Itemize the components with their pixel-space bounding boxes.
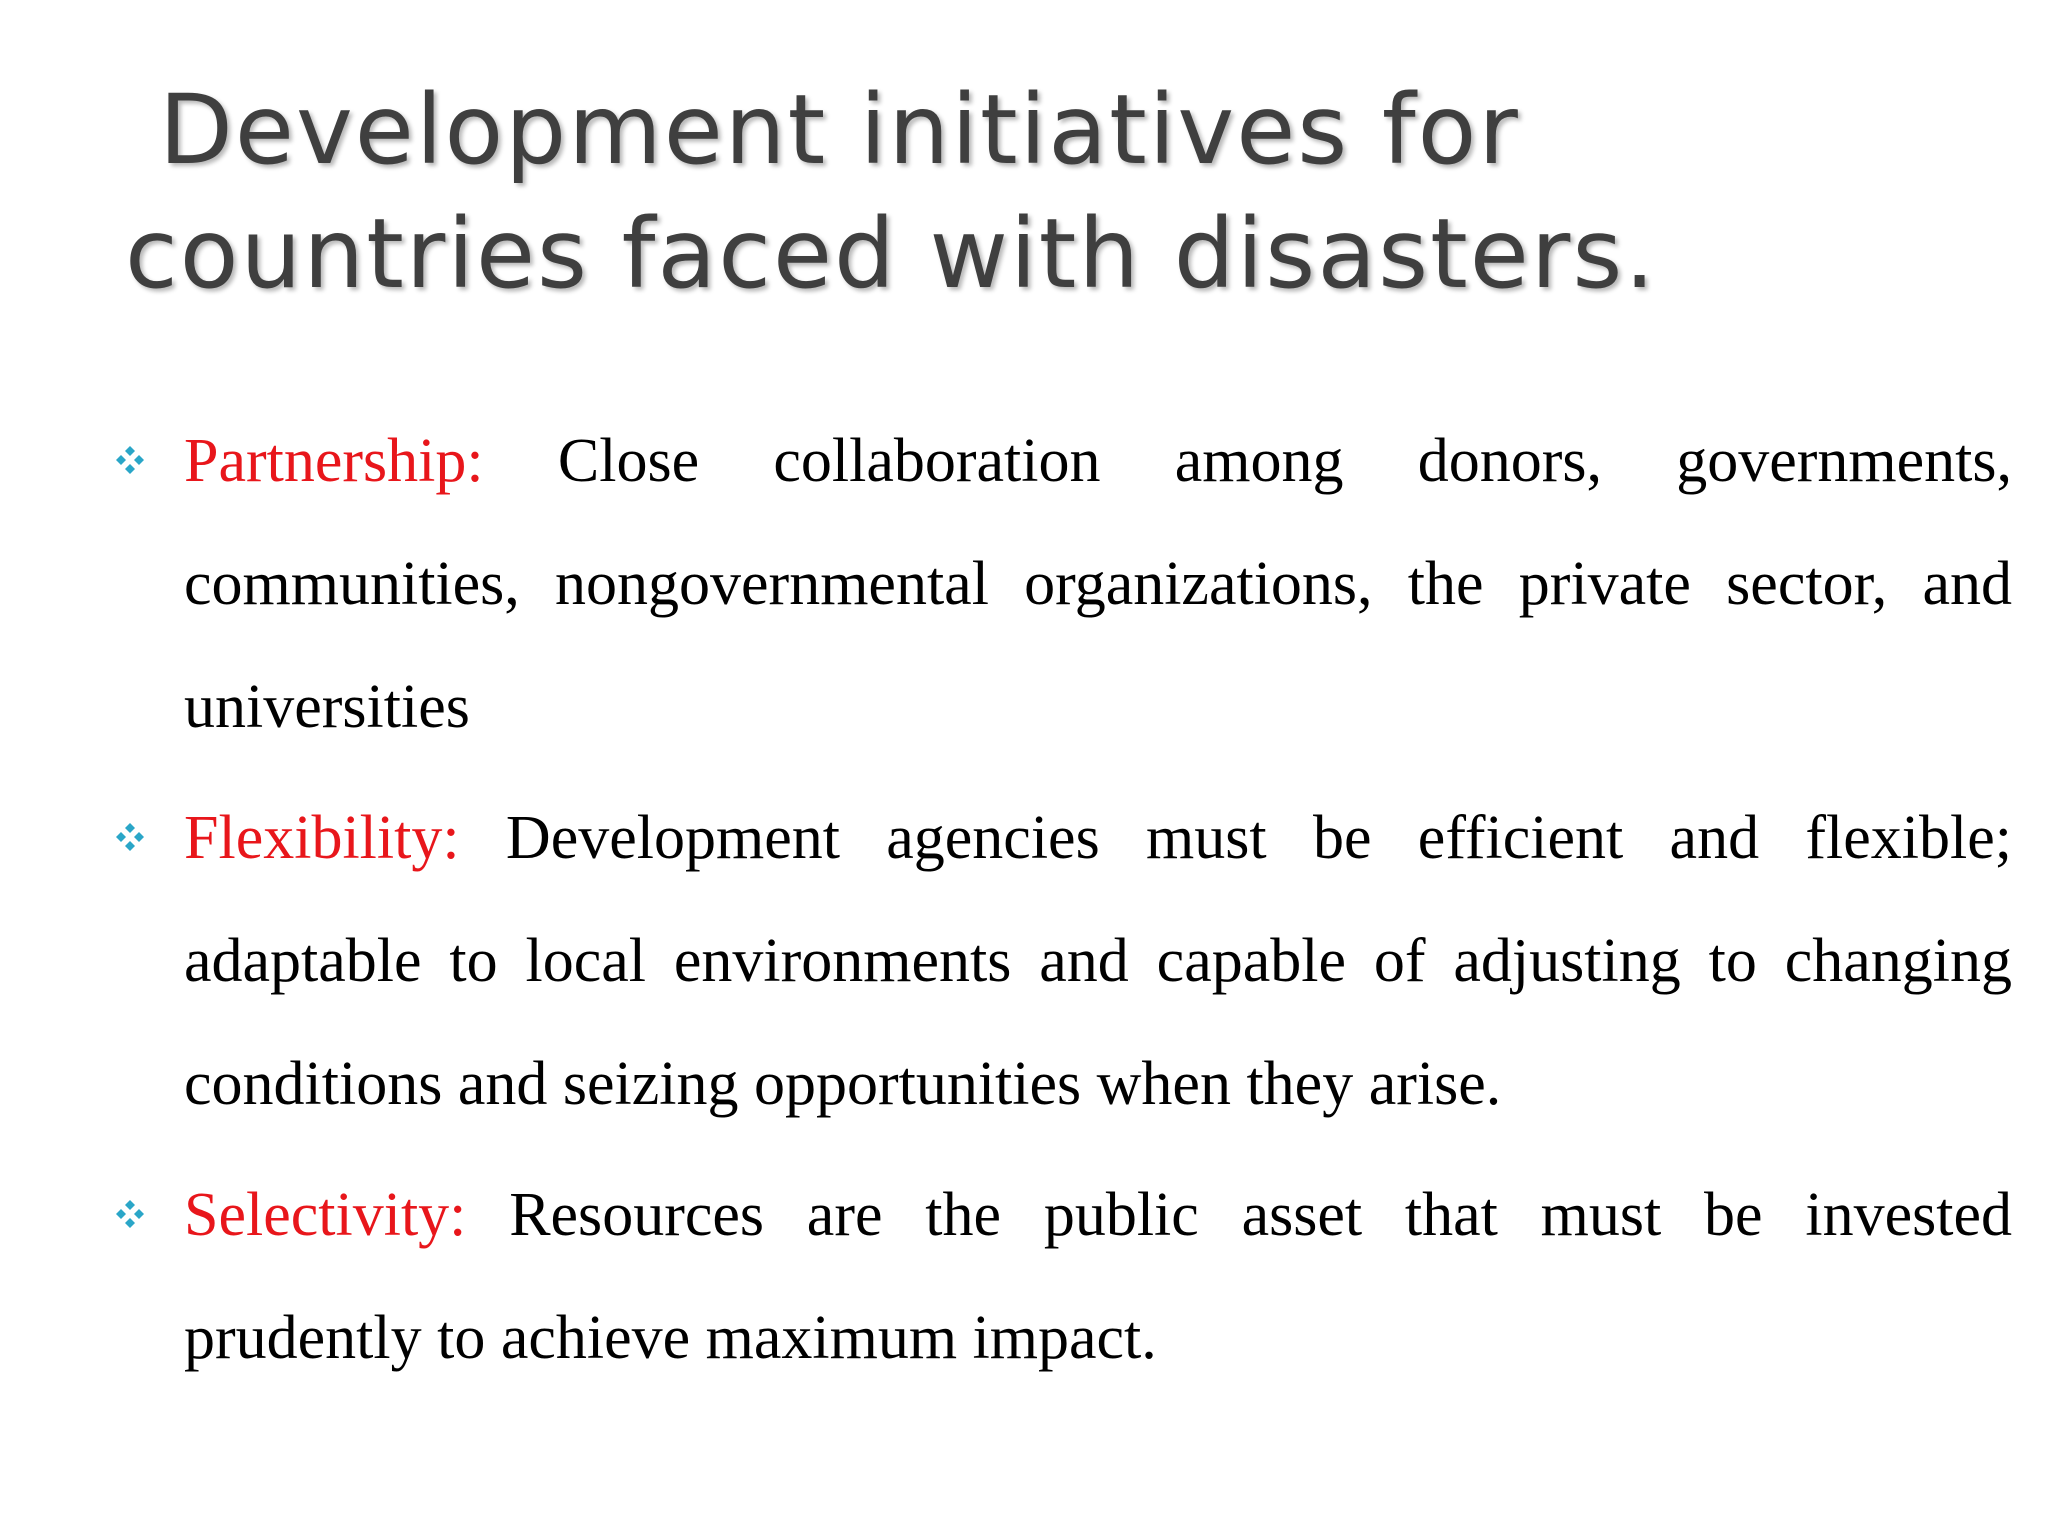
slide-title	[125, 68, 1657, 316]
title-line-2: countries faced with disasters.	[125, 198, 1657, 310]
diamond-bullet-icon	[110, 440, 150, 480]
diamond-bullet-icon	[110, 817, 150, 857]
bullet-term: Selectivity:	[184, 1181, 467, 1249]
bullet-item-flexibility	[100, 777, 2012, 1146]
bullet-item-partnership	[100, 400, 2012, 769]
bullet-text: Development agencies must be efficient and flexible; adaptable to local environments and capable of adjusting to changing conditions and seizing opportunities when they arise.	[184, 804, 2012, 1118]
bullet-item-selectivity	[100, 1154, 2012, 1400]
bullet-text: Resources are the public asset that must be invested prudently to achieve maximum impact.	[184, 1181, 2012, 1372]
bullet-term: Flexibility:	[184, 804, 460, 872]
bullet-term: Partnership:	[184, 427, 484, 495]
title-line-1: Development initiatives for	[159, 74, 1520, 186]
bullet-text: Close collaboration among donors, governments, communities, nongovernmental organizations, the private sector, and universities	[184, 427, 2012, 741]
diamond-bullet-icon	[110, 1194, 150, 1234]
bullet-list	[100, 400, 2012, 1408]
